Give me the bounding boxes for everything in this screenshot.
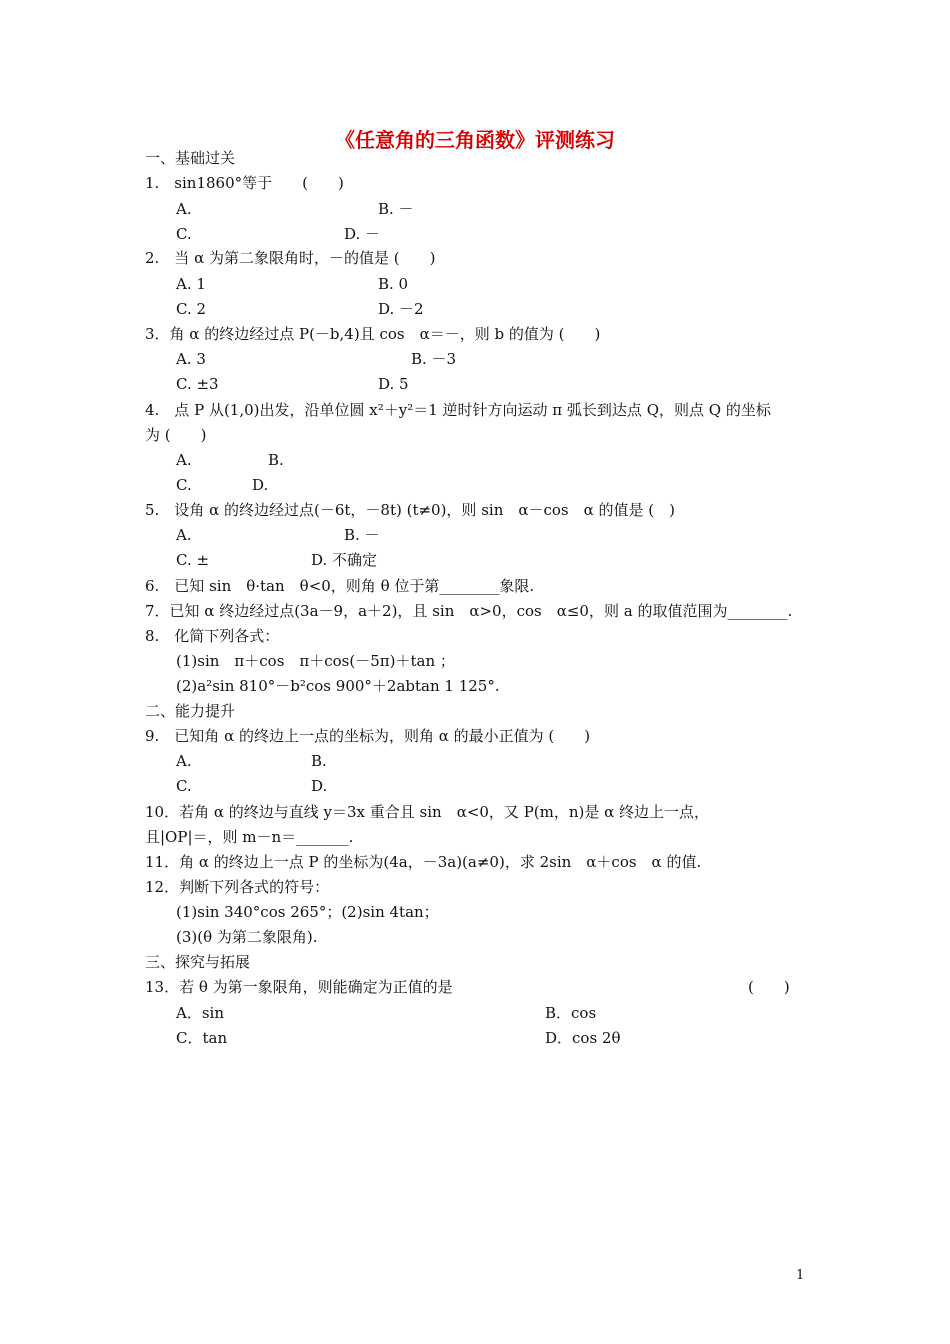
q13-option-c: C．tan xyxy=(176,1029,228,1047)
q4-option-b: B. xyxy=(268,451,284,469)
q4-option-d: D. xyxy=(252,476,269,494)
q13-option-b: B．cos xyxy=(545,1004,597,1022)
q10-text-cont: 且|OP|＝，则 m－n＝_______. xyxy=(145,828,354,846)
q9-option-c: C. xyxy=(176,777,192,795)
q2-text: 2. 当 α 为第二象限角时，－的值是 ( ) xyxy=(145,249,436,267)
q3-option-c: C. ±3 xyxy=(176,375,219,393)
q10-text: 10．若角 α 的终边与直线 y＝3x 重合且 sin α<0，又 P(m，n)是 α 终边上一点， xyxy=(145,803,710,821)
q2-option-a: A. 1 xyxy=(176,275,206,293)
q12-part1: (1)sin 340°cos 265°；(2)sin 4tan； xyxy=(176,903,439,921)
q4-option-c: C. xyxy=(176,476,192,494)
q5-option-b: B. － xyxy=(344,526,380,544)
q2-option-d: D. －2 xyxy=(378,300,424,318)
q8-part1: (1)sin π＋cos π＋cos(－5π)＋tan ； xyxy=(176,652,455,670)
page-title: 《任意角的三角函数》评测练习 xyxy=(335,128,615,152)
page-number: 1 xyxy=(796,1268,805,1283)
q13-text: 13．若 θ 为第一象限角，则能确定为正值的是 xyxy=(145,978,453,996)
q13-option-a: A．sin xyxy=(176,1004,224,1022)
q1-text: 1. sin1860°等于 ( ) xyxy=(145,174,344,192)
section-ability-heading: 二、能力提升 xyxy=(145,702,236,720)
q5-option-a: A. xyxy=(176,526,192,544)
q13-option-d: D．cos 2θ xyxy=(545,1029,621,1047)
q3-option-a: A. 3 xyxy=(176,350,206,368)
q12-part3: (3)(θ 为第二象限角). xyxy=(176,928,318,946)
q9-option-a: A. xyxy=(176,752,192,770)
q3-option-d: D. 5 xyxy=(378,375,409,393)
q9-option-b: B. xyxy=(311,752,327,770)
q1-option-c: C. xyxy=(176,225,192,243)
q5-option-c: C. ± xyxy=(176,551,210,569)
q9-option-d: D. xyxy=(311,777,328,795)
q3-text: 3．角 α 的终边经过点 P(－b,4)且 cos α＝－，则 b 的值为 ( ) xyxy=(145,325,601,343)
q1-option-d: D. － xyxy=(344,225,381,243)
q8-part2: (2)a²sin 810°－b²cos 900°＋2abtan 1 125°. xyxy=(176,677,500,695)
section-basic-heading: 一、基础过关 xyxy=(145,149,236,167)
q13-answer-paren: ( ) xyxy=(748,978,790,996)
section-explore-heading: 三、探究与拓展 xyxy=(145,953,251,971)
q2-option-c: C. 2 xyxy=(176,300,207,318)
q4-option-a: A. xyxy=(176,451,192,469)
q9-text: 9. 已知角 α 的终边上一点的坐标为，则角 α 的最小正值为 ( ) xyxy=(145,727,591,745)
q5-option-d: D. 不确定 xyxy=(311,551,378,569)
q5-text: 5. 设角 α 的终边经过点(－6t，－8t) (t≠0)，则 sin α－cos α 的值是 ( ) xyxy=(145,501,675,519)
q1-option-b: B. － xyxy=(378,200,414,218)
q12-text: 12．判断下列各式的符号： xyxy=(145,878,330,896)
q6-text: 6. 已知 sin θ·tan θ<0，则角 θ 位于第________象限. xyxy=(145,577,535,595)
q4-text-cont: 为 ( ) xyxy=(145,426,207,444)
q3-option-b: B. －3 xyxy=(411,350,457,368)
q1-option-a: A. xyxy=(176,200,192,218)
q4-text: 4. 点 P 从(1,0)出发，沿单位圆 x²＋y²＝1 逆时针方向运动 π 弧长到达点 Q，则点 Q 的坐标 xyxy=(145,401,771,419)
q8-text: 8. 化简下列各式： xyxy=(145,627,280,645)
q7-text: 7．已知 α 终边经过点(3a－9，a＋2)，且 sin α>0，cos α≤0，则 a 的取值范围为________. xyxy=(145,602,793,620)
q2-option-b: B. 0 xyxy=(378,275,409,293)
q11-text: 11．角 α 的终边上一点 P 的坐标为(4a，－3a)(a≠0)，求 2sin α＋cos α 的值. xyxy=(145,853,702,871)
